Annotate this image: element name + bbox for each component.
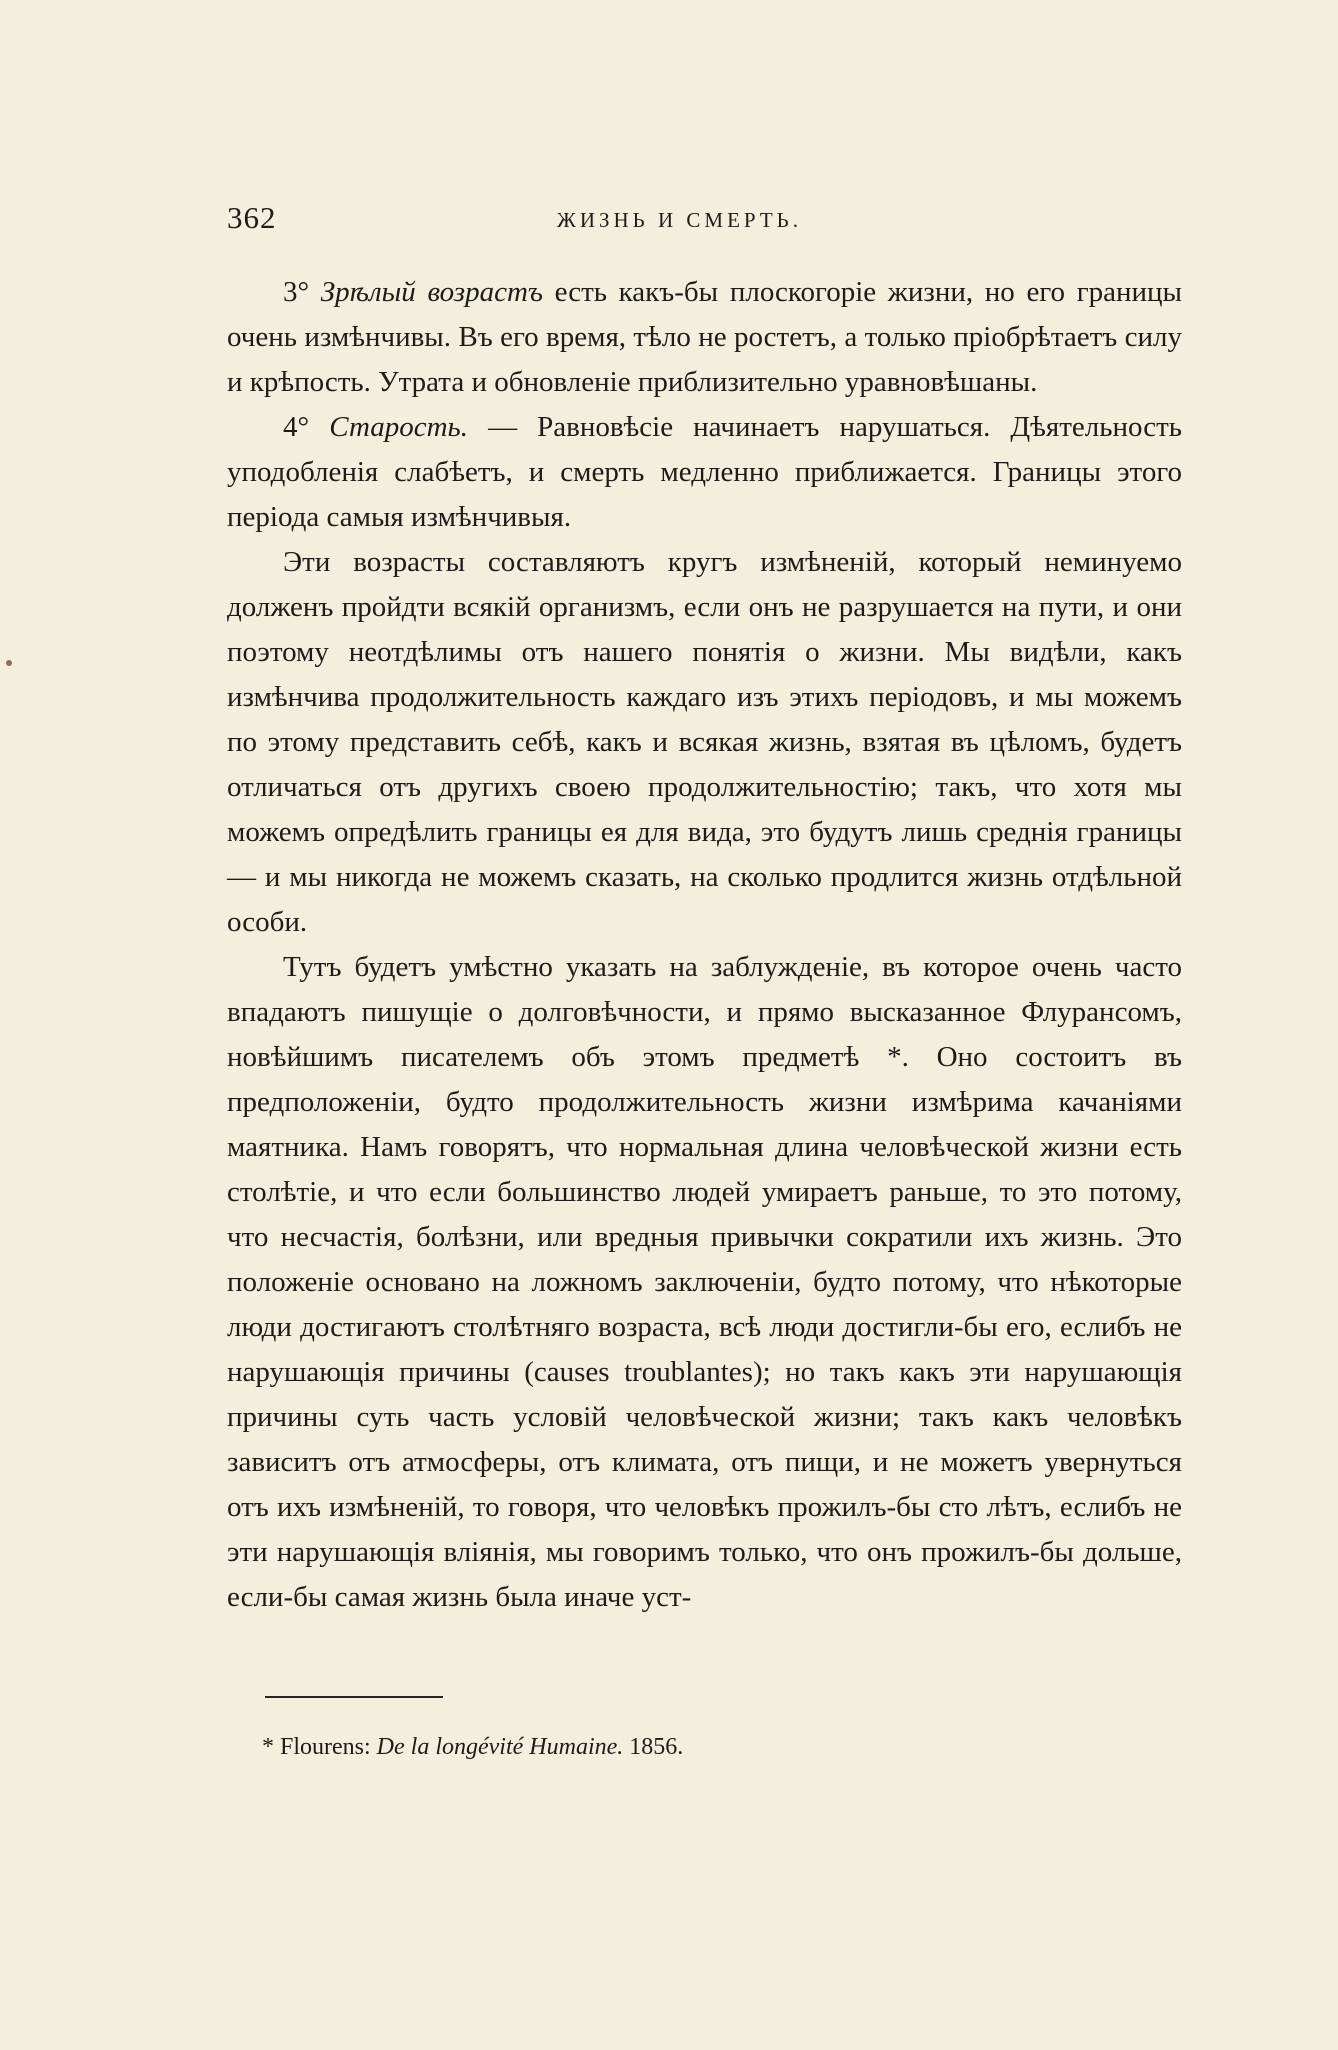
footnote-rule: [265, 1696, 443, 1698]
paragraph-text: есть какъ-бы плоскогоріе жизни, но его границы очень измѣнчивы. Въ его время, тѣло не ростетъ, а только пріобрѣтаетъ силу и крѣпость. Утрата и обновленіе приблизительно уравновѣшаны.: [227, 276, 1182, 398]
section-marker: 4°: [283, 411, 310, 443]
footnote-author: Flourens:: [280, 1734, 371, 1760]
body-text: [227, 270, 1182, 1620]
section-marker: 3°: [283, 276, 310, 308]
paragraph-text: — Равновѣсіе начинаетъ нарушаться. Дѣятельность уподобленія слабѣетъ, и смерть медленно приближается. Границы этого періода самыя измѣнчивыя.: [227, 411, 1183, 533]
page-number: 362: [227, 200, 277, 235]
section-term: Зрѣлый возрастъ: [320, 276, 543, 308]
footnote-title: De la longévité Humaine.: [376, 1734, 624, 1760]
section-term: Старость.: [329, 411, 468, 443]
footnote: [262, 1734, 683, 1761]
footnote-marker: *: [262, 1734, 274, 1760]
page-header: [227, 200, 1182, 240]
footnote-year: 1856.: [629, 1734, 684, 1760]
paragraph-mature-age: [227, 270, 1182, 405]
page-speck: [6, 660, 12, 666]
paragraph-text: Тутъ будетъ умѣстно указать на заблужденіе, въ которое очень часто впадаютъ пишущіе о долговѣчности, и прямо высказанное Флурансомъ, новѣйшимъ писателемъ объ этомъ предметѣ *. Оно состоитъ въ предположеніи, будто продолжительность жизни измѣрима качаніями маятника. Намъ говорятъ, что нормальная длина человѣческой жизни есть столѣтіе, и что если большинство людей умираетъ раньше, то это потому, что несчастія, болѣзни, или вредныя привычки сократили ихъ жизнь. Это положеніе основано на ложномъ заключеніи, будто потому, что нѣкоторые люди достигаютъ столѣтняго возраста, всѣ люди достигли-бы его, еслибъ не нарушающія причины (causes troublantes); но такъ какъ эти нарушающія причины суть часть условій человѣческой жизни; такъ какъ человѣкъ зависитъ отъ атмосферы, отъ климата, отъ пищи, и не можетъ увернуться отъ ихъ измѣненій, то говоря, что человѣкъ прожилъ-бы сто лѣтъ, еслибъ не эти нарушающія вліянія, мы говоримъ только, что онъ прожилъ-бы дольше, если-бы самая жизнь была иначе уст-: [227, 951, 1182, 1613]
paragraph-text: Эти возрасты составляютъ кругъ измѣненій, который неминуемо долженъ пройдти всякій организмъ, если онъ не разрушается на пути, и они поэтому неотдѣлимы отъ нашего понятія о жизни. Мы видѣли, какъ измѣнчива продолжительность каждаго изъ этихъ періодовъ, и мы можемъ по этому представить себѣ, какъ и всякая жизнь, взятая въ цѣломъ, будетъ отличаться отъ другихъ своею продолжительностію; такъ, что хотя мы можемъ опредѣлить границы ея для вида, это будутъ лишь среднія границы — и мы никогда не можемъ сказать, на сколько продлится жизнь отдѣльной особи.: [227, 546, 1182, 938]
paragraph-longevity-error: [227, 945, 1182, 1620]
paragraph-ages-cycle: [227, 540, 1182, 945]
running-head: ЖИЗНЬ И СМЕРТЬ.: [557, 208, 802, 232]
paragraph-old-age: [227, 405, 1182, 540]
